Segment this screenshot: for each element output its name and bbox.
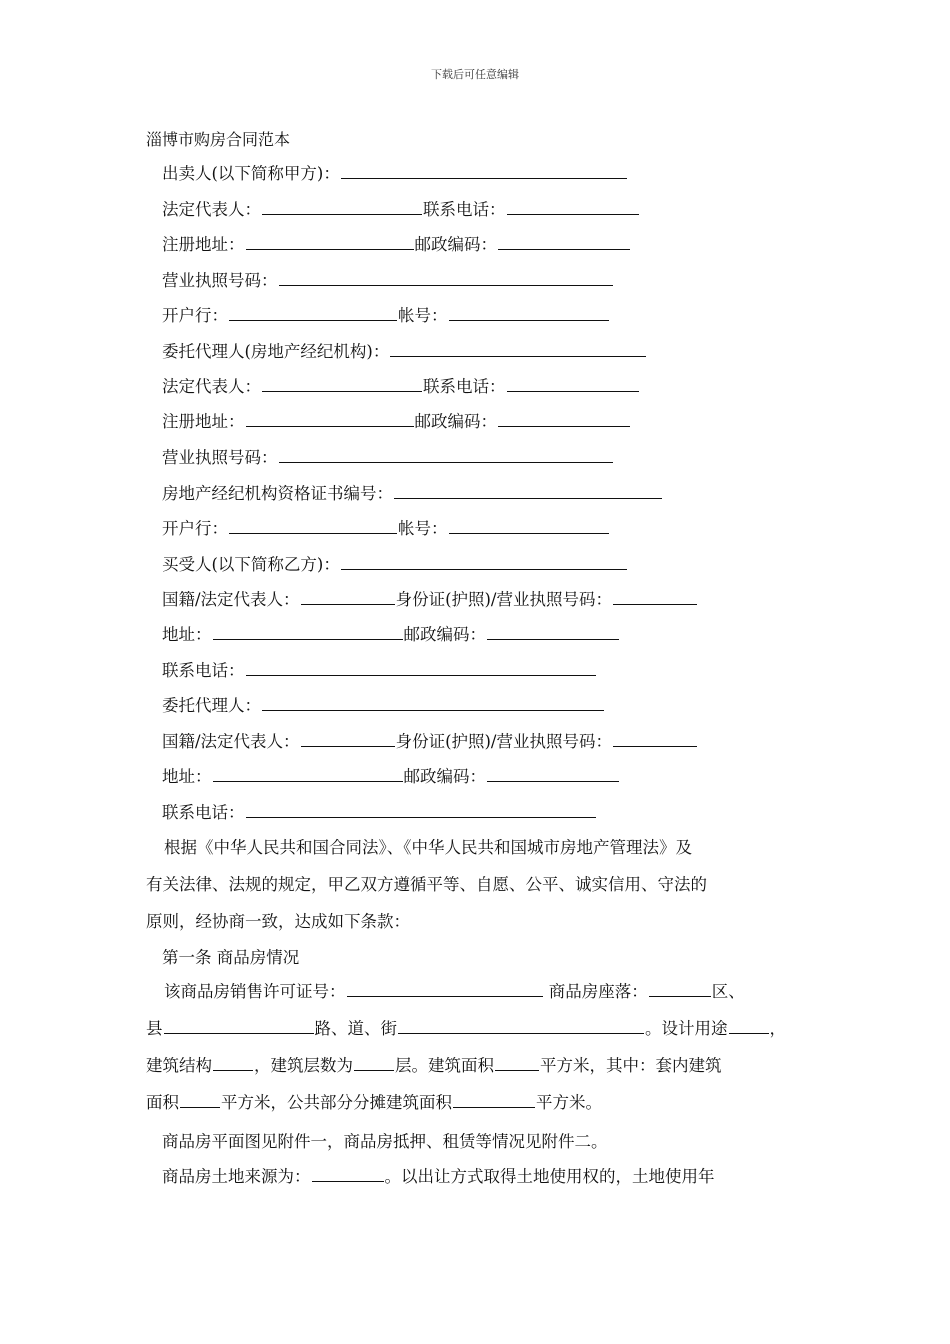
proxy-blank[interactable] [262, 693, 604, 711]
id-blank[interactable] [613, 587, 697, 605]
shared-area-label: 平方米，公共部分分摊建筑面积 [221, 1093, 452, 1112]
buyer-address-line-2 [162, 763, 620, 787]
agent-cert-line [162, 480, 663, 504]
license-label: 营业执照号码： [162, 271, 278, 290]
nationality-blank[interactable] [301, 587, 395, 605]
agent-label: 委托代理人(房地产经纪机构)： [162, 342, 390, 361]
structure-line [146, 1047, 816, 1084]
id-blank[interactable] [613, 729, 697, 747]
land-source-line [162, 1163, 715, 1187]
agent-blank[interactable] [390, 339, 646, 357]
floors-blank[interactable] [354, 1053, 394, 1071]
usage-label: 。设计用途 [645, 1019, 728, 1038]
seller-label: 出卖人(以下简称甲方)： [162, 164, 340, 183]
seller-bank-line [162, 302, 610, 326]
postal-blank[interactable] [487, 764, 619, 782]
seller-line [162, 160, 628, 184]
district-blank[interactable] [649, 979, 711, 997]
area-line [146, 1084, 816, 1121]
id-label: 身份证(护照)/营业执照号码： [395, 590, 612, 609]
agent-bank-line [162, 515, 610, 539]
address-blank[interactable] [213, 764, 403, 782]
road-text: 路、道、街 [314, 1019, 397, 1038]
location-label: 商品房座落： [548, 982, 648, 1001]
article-1-paragraph [146, 973, 816, 1121]
nationality-label: 国籍/法定代表人： [162, 732, 300, 751]
account-blank[interactable] [449, 303, 609, 321]
legal-rep-label: 法定代表人： [162, 200, 261, 219]
phone-label: 联系电话： [162, 803, 245, 822]
address-label: 注册地址： [162, 235, 245, 254]
buyer-phone-line [162, 657, 597, 681]
seller-address-line [162, 231, 631, 255]
phone-blank[interactable] [246, 658, 596, 676]
page-header: 下载后可任意编辑 [431, 68, 519, 81]
structure-blank[interactable] [213, 1053, 253, 1071]
floor-unit-text: 层。建筑面积 [395, 1056, 494, 1075]
comma-text: ， [769, 1019, 786, 1038]
preamble-line-3: 原则，经协商一致，达成如下条款： [146, 912, 410, 931]
district-text: 区、 [711, 982, 745, 1001]
postal-blank[interactable] [498, 232, 630, 250]
license-label: 营业执照号码： [162, 448, 278, 467]
structure-label: 建筑结构 [146, 1056, 212, 1075]
area-label: 面积 [146, 1093, 179, 1112]
account-label: 帐号： [398, 519, 448, 538]
seller-blank[interactable] [341, 161, 627, 179]
phone-blank[interactable] [507, 197, 639, 215]
preamble-paragraph [146, 829, 816, 940]
account-label: 帐号： [398, 306, 448, 325]
county-text: 县 [146, 1019, 163, 1038]
legal-rep-label: 法定代表人： [162, 377, 261, 396]
buyer-address-line [162, 621, 620, 645]
county-blank[interactable] [164, 1016, 314, 1034]
article-1-heading: 第一条 商品房情况 [162, 948, 300, 967]
nationality-label: 国籍/法定代表人： [162, 590, 300, 609]
preamble-line-2: 有关法律、法规的规定，甲乙双方遵循平等、自愿、公平、诚实信用、守法的 [146, 875, 707, 894]
inner-area-blank[interactable] [180, 1090, 220, 1108]
agent-license-line [162, 444, 614, 468]
buyer-phone-line-2 [162, 799, 597, 823]
postal-label: 邮政编码： [414, 235, 497, 254]
postal-label: 邮政编码： [403, 625, 486, 644]
permit-label: 该商品房销售许可证号： [164, 982, 346, 1001]
buyer-proxy-line [162, 692, 605, 716]
bank-blank[interactable] [229, 303, 397, 321]
bank-label: 开户行： [162, 519, 228, 538]
permit-blank[interactable] [347, 979, 543, 997]
address-label: 注册地址： [162, 412, 245, 431]
bank-blank[interactable] [229, 516, 397, 534]
buyer-nationality-line [162, 586, 698, 610]
address-label: 地址： [162, 625, 212, 644]
land-blank[interactable] [312, 1164, 384, 1182]
seller-legal-rep-line [162, 196, 640, 220]
account-blank[interactable] [449, 516, 609, 534]
id-label: 身份证(护照)/营业执照号码： [395, 732, 612, 751]
land-label: 商品房土地来源为： [162, 1167, 311, 1186]
nationality-blank[interactable] [301, 729, 395, 747]
postal-label: 邮政编码： [403, 767, 486, 786]
agent-line [162, 338, 647, 362]
buyer-line [162, 551, 628, 575]
floors-label: ，建筑层数为 [254, 1056, 353, 1075]
address-blank[interactable] [246, 232, 414, 250]
permit-line [146, 973, 816, 1010]
land-rest-text: 。以出让方式取得土地使用权的，土地使用年 [384, 1167, 715, 1186]
legal-rep-blank[interactable] [262, 374, 422, 392]
license-blank[interactable] [279, 445, 613, 463]
phone-label: 联系电话： [423, 200, 506, 219]
sqm-end-text: 平方米。 [536, 1093, 602, 1112]
license-blank[interactable] [279, 268, 613, 286]
document-title: 淄博市购房合同范本 [146, 130, 291, 149]
postal-blank[interactable] [498, 409, 630, 427]
phone-label: 联系电话： [162, 661, 245, 680]
building-area-blank[interactable] [495, 1053, 539, 1071]
bank-label: 开户行： [162, 306, 228, 325]
phone-blank[interactable] [246, 800, 596, 818]
agent-address-line [162, 408, 631, 432]
buyer-blank[interactable] [341, 552, 627, 570]
road-blank[interactable] [398, 1016, 644, 1034]
phone-label: 联系电话： [423, 377, 506, 396]
shared-area-blank[interactable] [453, 1090, 535, 1108]
address-blank[interactable] [246, 409, 414, 427]
address-label: 地址： [162, 767, 212, 786]
sqm-inner-text: 平方米，其中：套内建筑 [540, 1056, 722, 1075]
attachments-line: 商品房平面图见附件一，商品房抵押、租赁等情况见附件二。 [162, 1132, 608, 1151]
cert-blank[interactable] [394, 481, 662, 499]
buyer-label: 买受人(以下简称乙方)： [162, 555, 340, 574]
cert-label: 房地产经纪机构资格证书编号： [162, 484, 393, 503]
legal-rep-blank[interactable] [262, 197, 422, 215]
postal-blank[interactable] [487, 622, 619, 640]
agent-legal-rep-line [162, 373, 640, 397]
postal-label: 邮政编码： [414, 412, 497, 431]
seller-license-line [162, 267, 614, 291]
preamble-line-1: 根据《中华人民共和国合同法》、《中华人民共和国城市房地产管理法》及 [164, 838, 692, 857]
usage-blank[interactable] [729, 1016, 769, 1034]
buyer-nationality-line-2 [162, 728, 698, 752]
road-line [146, 1010, 816, 1047]
proxy-label: 委托代理人： [162, 696, 261, 715]
address-blank[interactable] [213, 622, 403, 640]
phone-blank[interactable] [507, 374, 639, 392]
